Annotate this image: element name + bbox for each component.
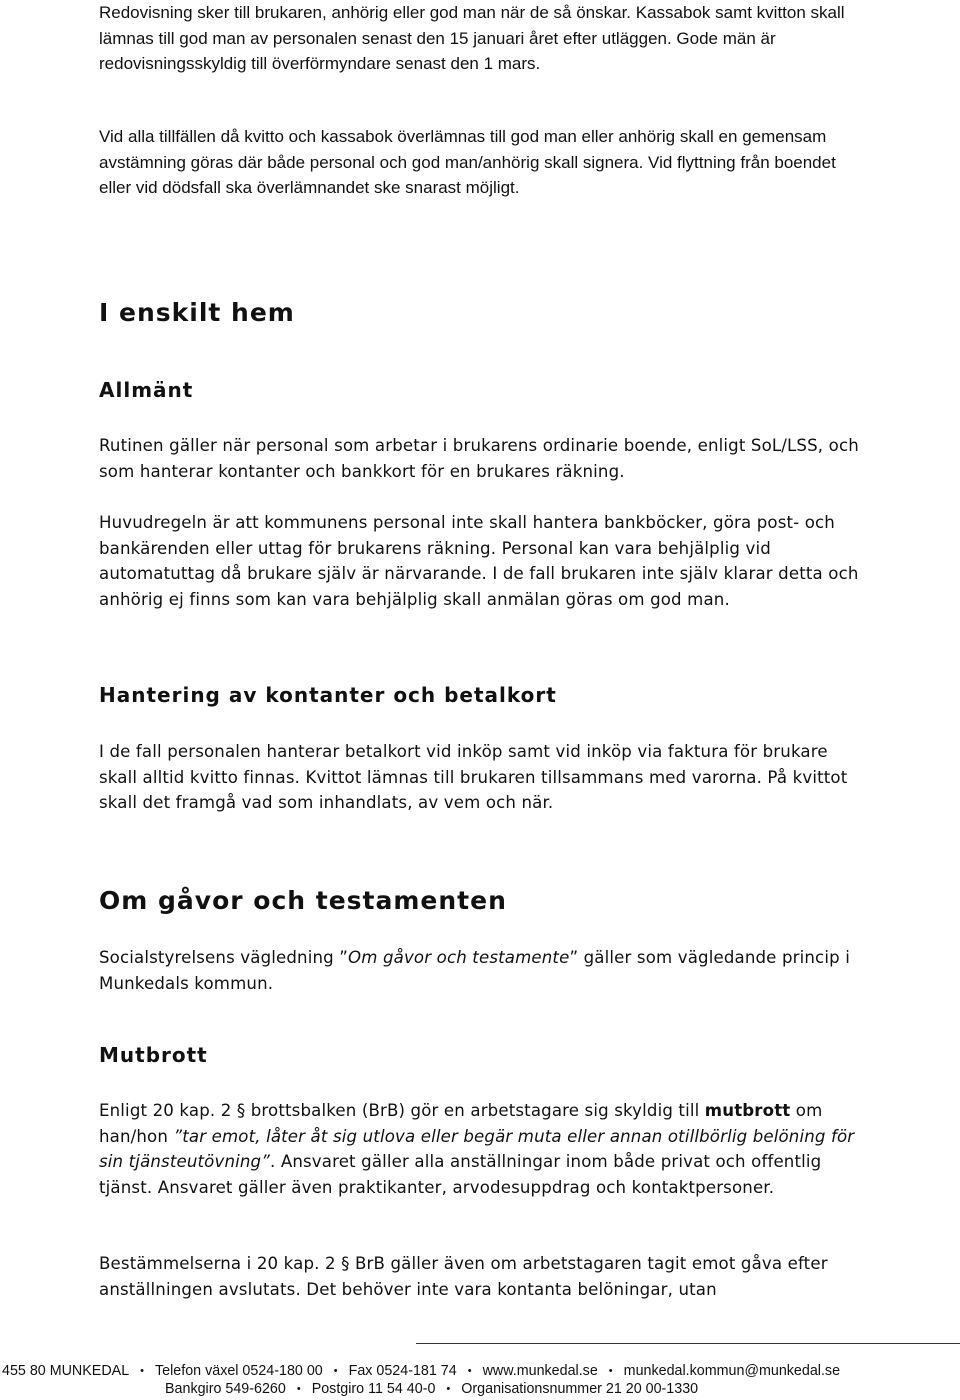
footer-fax: Fax 0524-181 74 bbox=[348, 1363, 457, 1379]
heading-mutbrott: Mutbrott bbox=[99, 1043, 208, 1067]
footer-email-link[interactable]: munkedal.kommun@munkedal.se bbox=[623, 1363, 841, 1379]
footer-website-link[interactable]: www.munkedal.se bbox=[482, 1363, 598, 1379]
footer-separator: • bbox=[608, 1365, 613, 1377]
footer-separator: • bbox=[467, 1365, 472, 1377]
footer-postgiro: Postgiro 11 54 40-0 bbox=[311, 1381, 436, 1397]
footer-line-1 bbox=[2, 1363, 960, 1379]
subheading-allmant: Allmänt bbox=[99, 378, 194, 402]
gavor-text-1: Socialstyrelsens vägledning ” bbox=[99, 948, 349, 967]
footer-phone: Telefon växel 0524-180 00 bbox=[155, 1363, 323, 1379]
mutbrott-bold-term: mutbrott bbox=[704, 1101, 791, 1120]
allmant-paragraph-2: Huvudregeln är att kommunens personal inte skall hantera bankböcker, göra post- och bankärenden eller uttag för brukarens räkning. Personal kan vara behjälplig vid automatuttag då brukare själv är närvarande. I de fall brukaren inte själv klarar detta och anhörig ej finns som kan vara behjälplig skall anmälan göras om god man. bbox=[99, 513, 859, 609]
mutbrott-text-a: Enligt 20 kap. 2 § brottsbalken (BrB) gör en arbetstagare sig skyldig till bbox=[99, 1101, 705, 1120]
footer-address: 455 80 MUNKEDAL bbox=[2, 1363, 130, 1379]
footer-org-number: Organisationsnummer 21 20 00-1330 bbox=[461, 1381, 699, 1397]
heading-gavor-testamenten: Om gåvor och testamenten bbox=[99, 886, 507, 915]
intro-paragraph-2: Vid alla tillfällen då kvitto och kassabok överlämnas till god man eller anhörig skall en gemensam avstämning göras där både personal och god man/anhörig skall signera. Vid flyttning från boendet eller vid dödsfall ska överlämnandet ske snarast möjligt. bbox=[99, 127, 836, 198]
mutbrott-text-c: . Ansvaret gäller alla anställningar inom både privat och offentlig tjänst. Ansvaret gäller även praktikanter, arvodesuppdrag och kontaktpersoner. bbox=[99, 1152, 822, 1197]
footer-separator: • bbox=[446, 1383, 451, 1395]
mutbrott-text-b: om han/hon bbox=[99, 1101, 823, 1146]
mutbrott-quote-italic: ”tar emot, låter åt sig utlova eller begär muta eller annan otillbörlig belöning för sin tjänsteutövning” bbox=[99, 1126, 855, 1172]
allmant-paragraph-1: Rutinen gäller när personal som arbetar i brukarens ordinarie boende, enligt SoL/LSS, och som hanterar kontanter och bankkort för en brukares räkning. bbox=[99, 436, 859, 481]
mutbrott-paragraph-1 bbox=[99, 1098, 869, 1200]
footer-separator: • bbox=[140, 1365, 145, 1377]
hantering-paragraph-1: I de fall personalen hanterar betalkort vid inköp samt vid inköp via faktura för brukare skall alltid kvitto finnas. Kvittot lämnas till brukaren tillsammans med varorna. På kvittot skall det framgå vad som inhandlats, av vem och när. bbox=[99, 742, 848, 813]
footer-bankgiro: Bankgiro 549-6260 bbox=[165, 1381, 286, 1397]
heading-enskilt-hem: I enskilt hem bbox=[99, 298, 295, 327]
footer-separator: • bbox=[333, 1365, 338, 1377]
footer-divider bbox=[416, 1343, 960, 1344]
footer-line-2 bbox=[165, 1381, 960, 1397]
gavor-title-italic: Om gåvor och testamente bbox=[348, 948, 570, 967]
footer-separator: • bbox=[296, 1383, 301, 1395]
mutbrott-paragraph-2: Bestämmelserna i 20 kap. 2 § BrB gäller även om arbetstagaren tagit emot gåva efter anställningen avslutats. Det behöver inte vara kontanta belöningar, utan bbox=[99, 1254, 828, 1299]
intro-paragraph-1: Redovisning sker till brukaren, anhörig eller god man när de så önskar. Kassabok samt kvitton skall lämnas till god man av personalen senast den 15 januari året efter utläggen. Gode män är redovisningsskyldig till överförmyndare senast den 1 mars. bbox=[99, 3, 845, 74]
heading-hantering: Hantering av kontanter och betalkort bbox=[99, 683, 557, 707]
gavor-paragraph-1 bbox=[99, 945, 869, 996]
gavor-text-2: ” gäller som vägledande princip i Munkedals kommun. bbox=[99, 948, 850, 993]
